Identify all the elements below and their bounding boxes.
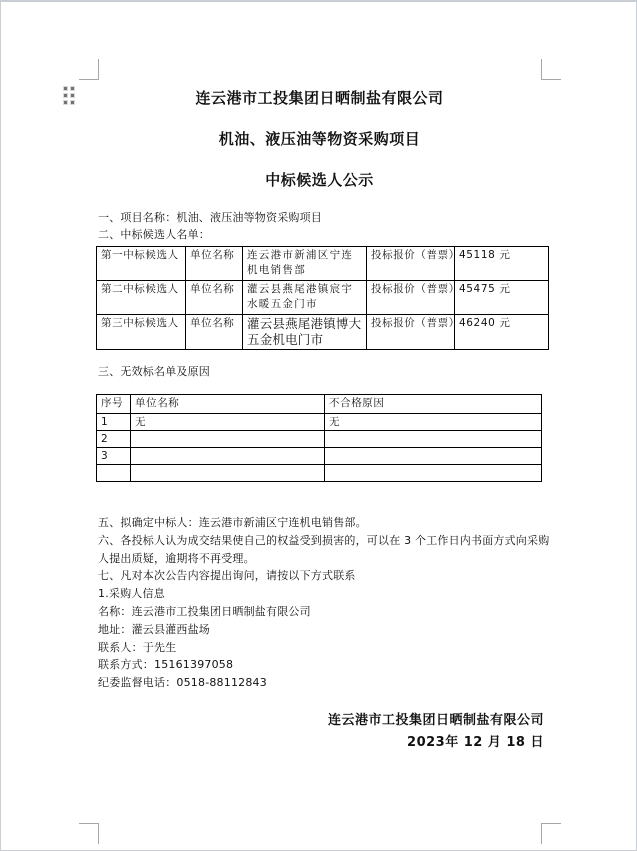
body-line: 联系人：于先生 (98, 640, 177, 654)
unit-name: 灌云县燕尾港镇博大五金机电门市 (243, 315, 367, 350)
candidate-rank: 第二中标候选人 (97, 281, 186, 315)
invalid-bids-table (96, 394, 542, 482)
announcement-title: 中标候选人公示 (265, 171, 374, 189)
candidate-rank: 第三中标候选人 (97, 315, 186, 350)
invalid-cell (325, 448, 542, 465)
body-line: 六、各投标人认为成交结果使自己的权益受到损害的，可以在 3 个工作日内书面方式向采购 (98, 533, 550, 547)
invalid-cell (325, 465, 542, 482)
price-label: 投标报价（普票） (367, 315, 455, 350)
body-line: 地址：灌云县灌西盐场 (98, 622, 210, 636)
section-project-name: 一、项目名称：机油、液压油等物资采购项目 (98, 211, 322, 224)
candidate-row (97, 315, 549, 350)
company-title: 连云港市工投集团日晒制盐有限公司 (195, 89, 444, 107)
invalid-row (97, 431, 542, 448)
body-line: 纪委监督电话：0518-88112843 (98, 676, 267, 690)
price-label: 投标报价（普票） (367, 281, 455, 315)
body-line: 五、拟确定中标人：连云港市新浦区宁连机电销售部。 (98, 516, 367, 529)
margin-cropmark-bottom-left (79, 823, 99, 844)
invalid-column-header: 序号 (97, 395, 131, 414)
body-line: 人提出质疑，逾期将不再受理。 (98, 551, 255, 565)
signature-date: 2023年 12 月 18 日 (407, 735, 544, 750)
invalid-cell: 2 (97, 431, 131, 448)
unit-label: 单位名称 (186, 315, 243, 350)
unit-label: 单位名称 (186, 247, 243, 281)
candidate-rank: 第一中标候选人 (97, 247, 186, 281)
section-1-2 (98, 209, 322, 243)
invalid-cell (325, 431, 542, 448)
document-title-block (1, 88, 637, 211)
invalid-cell (131, 448, 325, 465)
body-line: 联系方式：15161397058 (98, 658, 234, 672)
body-line: 1.采购人信息 (98, 587, 165, 601)
unit-name: 连云港市新浦区宁连机电销售部 (243, 247, 367, 281)
project-title: 机油、液压油等物资采购项目 (218, 130, 421, 148)
candidates-table (96, 246, 549, 350)
price-value: 45118 元 (455, 247, 549, 281)
price-value: 46240 元 (455, 315, 549, 350)
section-candidate-list: 二、中标候选人名单： (98, 228, 210, 241)
price-label: 投标报价（普票） (367, 247, 455, 281)
section-invalid-bids: 三、无效标名单及原因 (98, 365, 210, 378)
invalid-cell (131, 465, 325, 482)
body-line: 七、凡对本次公告内容提出询问，请按以下方式联系 (98, 569, 356, 583)
invalid-header-row (97, 395, 542, 414)
invalid-column-header: 不合格原因 (325, 395, 542, 414)
invalid-table-body (97, 395, 542, 482)
invalid-column-header: 单位名称 (131, 395, 325, 414)
body-paragraphs (98, 514, 549, 692)
margin-cropmark-bottom-right (541, 823, 561, 844)
candidates-table-body (97, 247, 549, 350)
margin-cropmark-top-right (541, 59, 561, 80)
candidate-row (97, 247, 549, 281)
invalid-cell (131, 431, 325, 448)
signature-company: 连云港市工投集团日晒制盐有限公司 (327, 713, 544, 728)
unit-name: 灌云县燕尾港镇宸宇水暖五金门市 (243, 281, 367, 315)
signature-block (328, 713, 544, 757)
invalid-cell (97, 465, 131, 482)
invalid-cell: 3 (97, 448, 131, 465)
invalid-row (97, 414, 542, 431)
candidate-row (97, 281, 549, 315)
price-value: 45475 元 (455, 281, 549, 315)
margin-cropmark-top-left (79, 59, 99, 80)
invalid-row (97, 448, 542, 465)
invalid-cell: 1 (97, 414, 131, 431)
invalid-row (97, 465, 542, 482)
body-line: 名称：连云港市工投集团日晒制盐有限公司 (98, 604, 311, 618)
invalid-cell: 无 (131, 414, 325, 431)
unit-label: 单位名称 (186, 281, 243, 315)
invalid-cell: 无 (325, 414, 542, 431)
